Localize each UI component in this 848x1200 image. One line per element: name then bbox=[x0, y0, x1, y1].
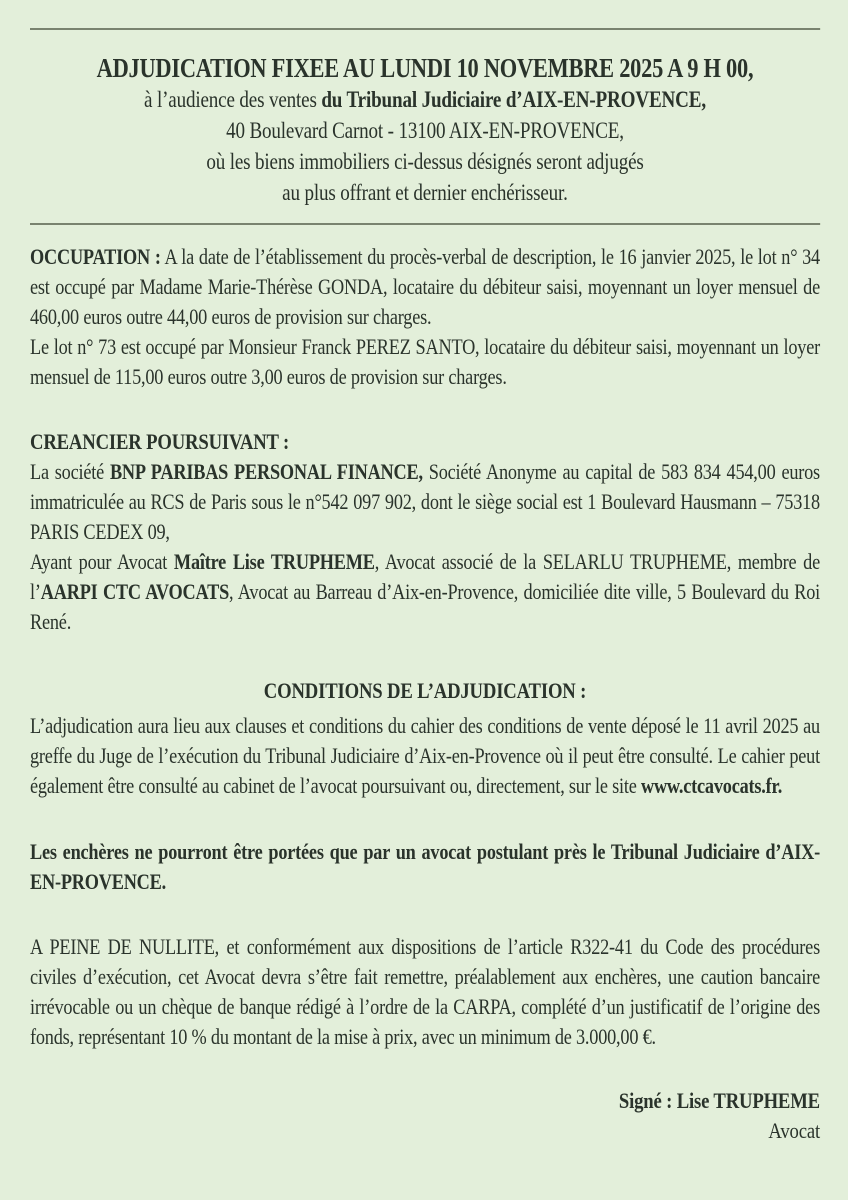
notice-header bbox=[30, 52, 820, 208]
occupation-paragraph-2: Le lot n° 73 est occupé par Monsieur Franck PEREZ SANTO, locataire du débiteur saisi, moyennant un loyer mensuel de 115,00 euros outre 3,00 euros de provision sur charges. bbox=[30, 334, 820, 389]
occupation-paragraph-1 bbox=[30, 242, 820, 332]
occupation-section bbox=[30, 242, 820, 392]
creancier-p1-text-2: Société Anonyme au capital de 583 834 454,00 euros immatriculée au RCS de Paris sous le n°542 097 902, dont le siège social est 1 Boulevard Hausmann – 75318 PARIS CEDEX 09, bbox=[30, 459, 820, 544]
creancier-heading: CREANCIER POURSUIVANT : bbox=[30, 429, 290, 454]
header-line-bidder: au plus offrant et dernier enchérisseur. bbox=[282, 180, 568, 205]
header-line-address: 40 Boulevard Carnot - 13100 AIX-EN-PROVENCE, bbox=[226, 118, 624, 143]
venue-prefix-text: à l’audience des ventes bbox=[144, 87, 322, 112]
header-divider bbox=[30, 223, 820, 225]
creancier-paragraph-2 bbox=[30, 547, 820, 637]
header-line-adjudged: où les biens immobiliers ci-dessus désignés seront adjugés bbox=[206, 149, 644, 174]
creancier-firm-name: AARPI CTC AVOCATS bbox=[40, 579, 230, 604]
conditions-text: L’adjudication aura lieu aux clauses et conditions du cahier des conditions de vente déposé le 11 avril 2025 au greffe du Juge de l’exécution du Tribunal Judiciaire d’Aix-en-Provence où il peut être consulté. Le cahier peut également être consulté au cabinet de l’avocat poursuivant ou, directement, sur le site bbox=[30, 713, 820, 798]
signature-block bbox=[30, 1086, 820, 1146]
creancier-p2-text-1: Ayant pour Avocat bbox=[30, 549, 174, 574]
creancier-paragraph-1 bbox=[30, 457, 820, 547]
venue-court-text: du Tribunal Judiciaire d’AIX-EN-PROVENCE, bbox=[321, 87, 706, 112]
creancier-company-name: BNP PARIBAS PERSONAL FINANCE, bbox=[109, 459, 423, 484]
adjudication-title: ADJUDICATION FIXEE AU LUNDI 10 NOVEMBRE 2025 A 9 H 00, bbox=[96, 53, 754, 83]
top-divider bbox=[30, 28, 820, 30]
signature-name: Signé : Lise TRUPHEME bbox=[618, 1088, 820, 1113]
creancier-p2-text-3: , Avocat au Barreau d’Aix-en-Provence, domiciliée dite ville, 5 Boulevard du Roi René. bbox=[30, 579, 820, 634]
conditions-paragraph bbox=[30, 711, 820, 801]
occupation-text-1: A la date de l’établissement du procès-verbal de description, le 16 janvier 2025, le lot n° 34 est occupé par Madame Marie-Thérèse GONDA, locataire du débiteur saisi, moyennant un loyer mensuel de 460,00 euros outre 44,00 euros de provision sur charges. bbox=[30, 244, 820, 329]
header-line-venue bbox=[30, 84, 820, 115]
encheres-paragraph: Les enchères ne pourront être portées que par un avocat postulant près le Tribunal Judiciaire d’AIX-EN-PROVENCE. bbox=[30, 839, 820, 894]
creancier-section bbox=[30, 427, 820, 637]
conditions-heading: CONDITIONS DE L’ADJUDICATION : bbox=[263, 678, 587, 703]
creancier-p1-text-1: La société bbox=[30, 459, 110, 484]
occupation-label: OCCUPATION : bbox=[30, 244, 161, 269]
caution-paragraph: A PEINE DE NULLITE, et conformément aux dispositions de l’article R322-41 du Code des procédures civiles d’exécution, cet Avocat devra s’être fait remettre, préalablement aux enchères, une caution bancaire irrévocable ou un chèque de banque rédigé à l’ordre de la CARPA, complété d’un justificatif de l’origine des fonds, représentant 10 % du montant de la mise à prix, avec un minimum de 3.000,00 €. bbox=[30, 934, 820, 1049]
website-url-link[interactable]: www.ctcavocats.fr. bbox=[640, 773, 783, 798]
signature-role: Avocat bbox=[768, 1118, 820, 1143]
creancier-p2-text-2: , Avocat associé de la SELARLU TRUPHEME, membre de l’ bbox=[30, 549, 820, 604]
creancier-lawyer-name: Maître Lise TRUPHEME bbox=[173, 549, 375, 574]
